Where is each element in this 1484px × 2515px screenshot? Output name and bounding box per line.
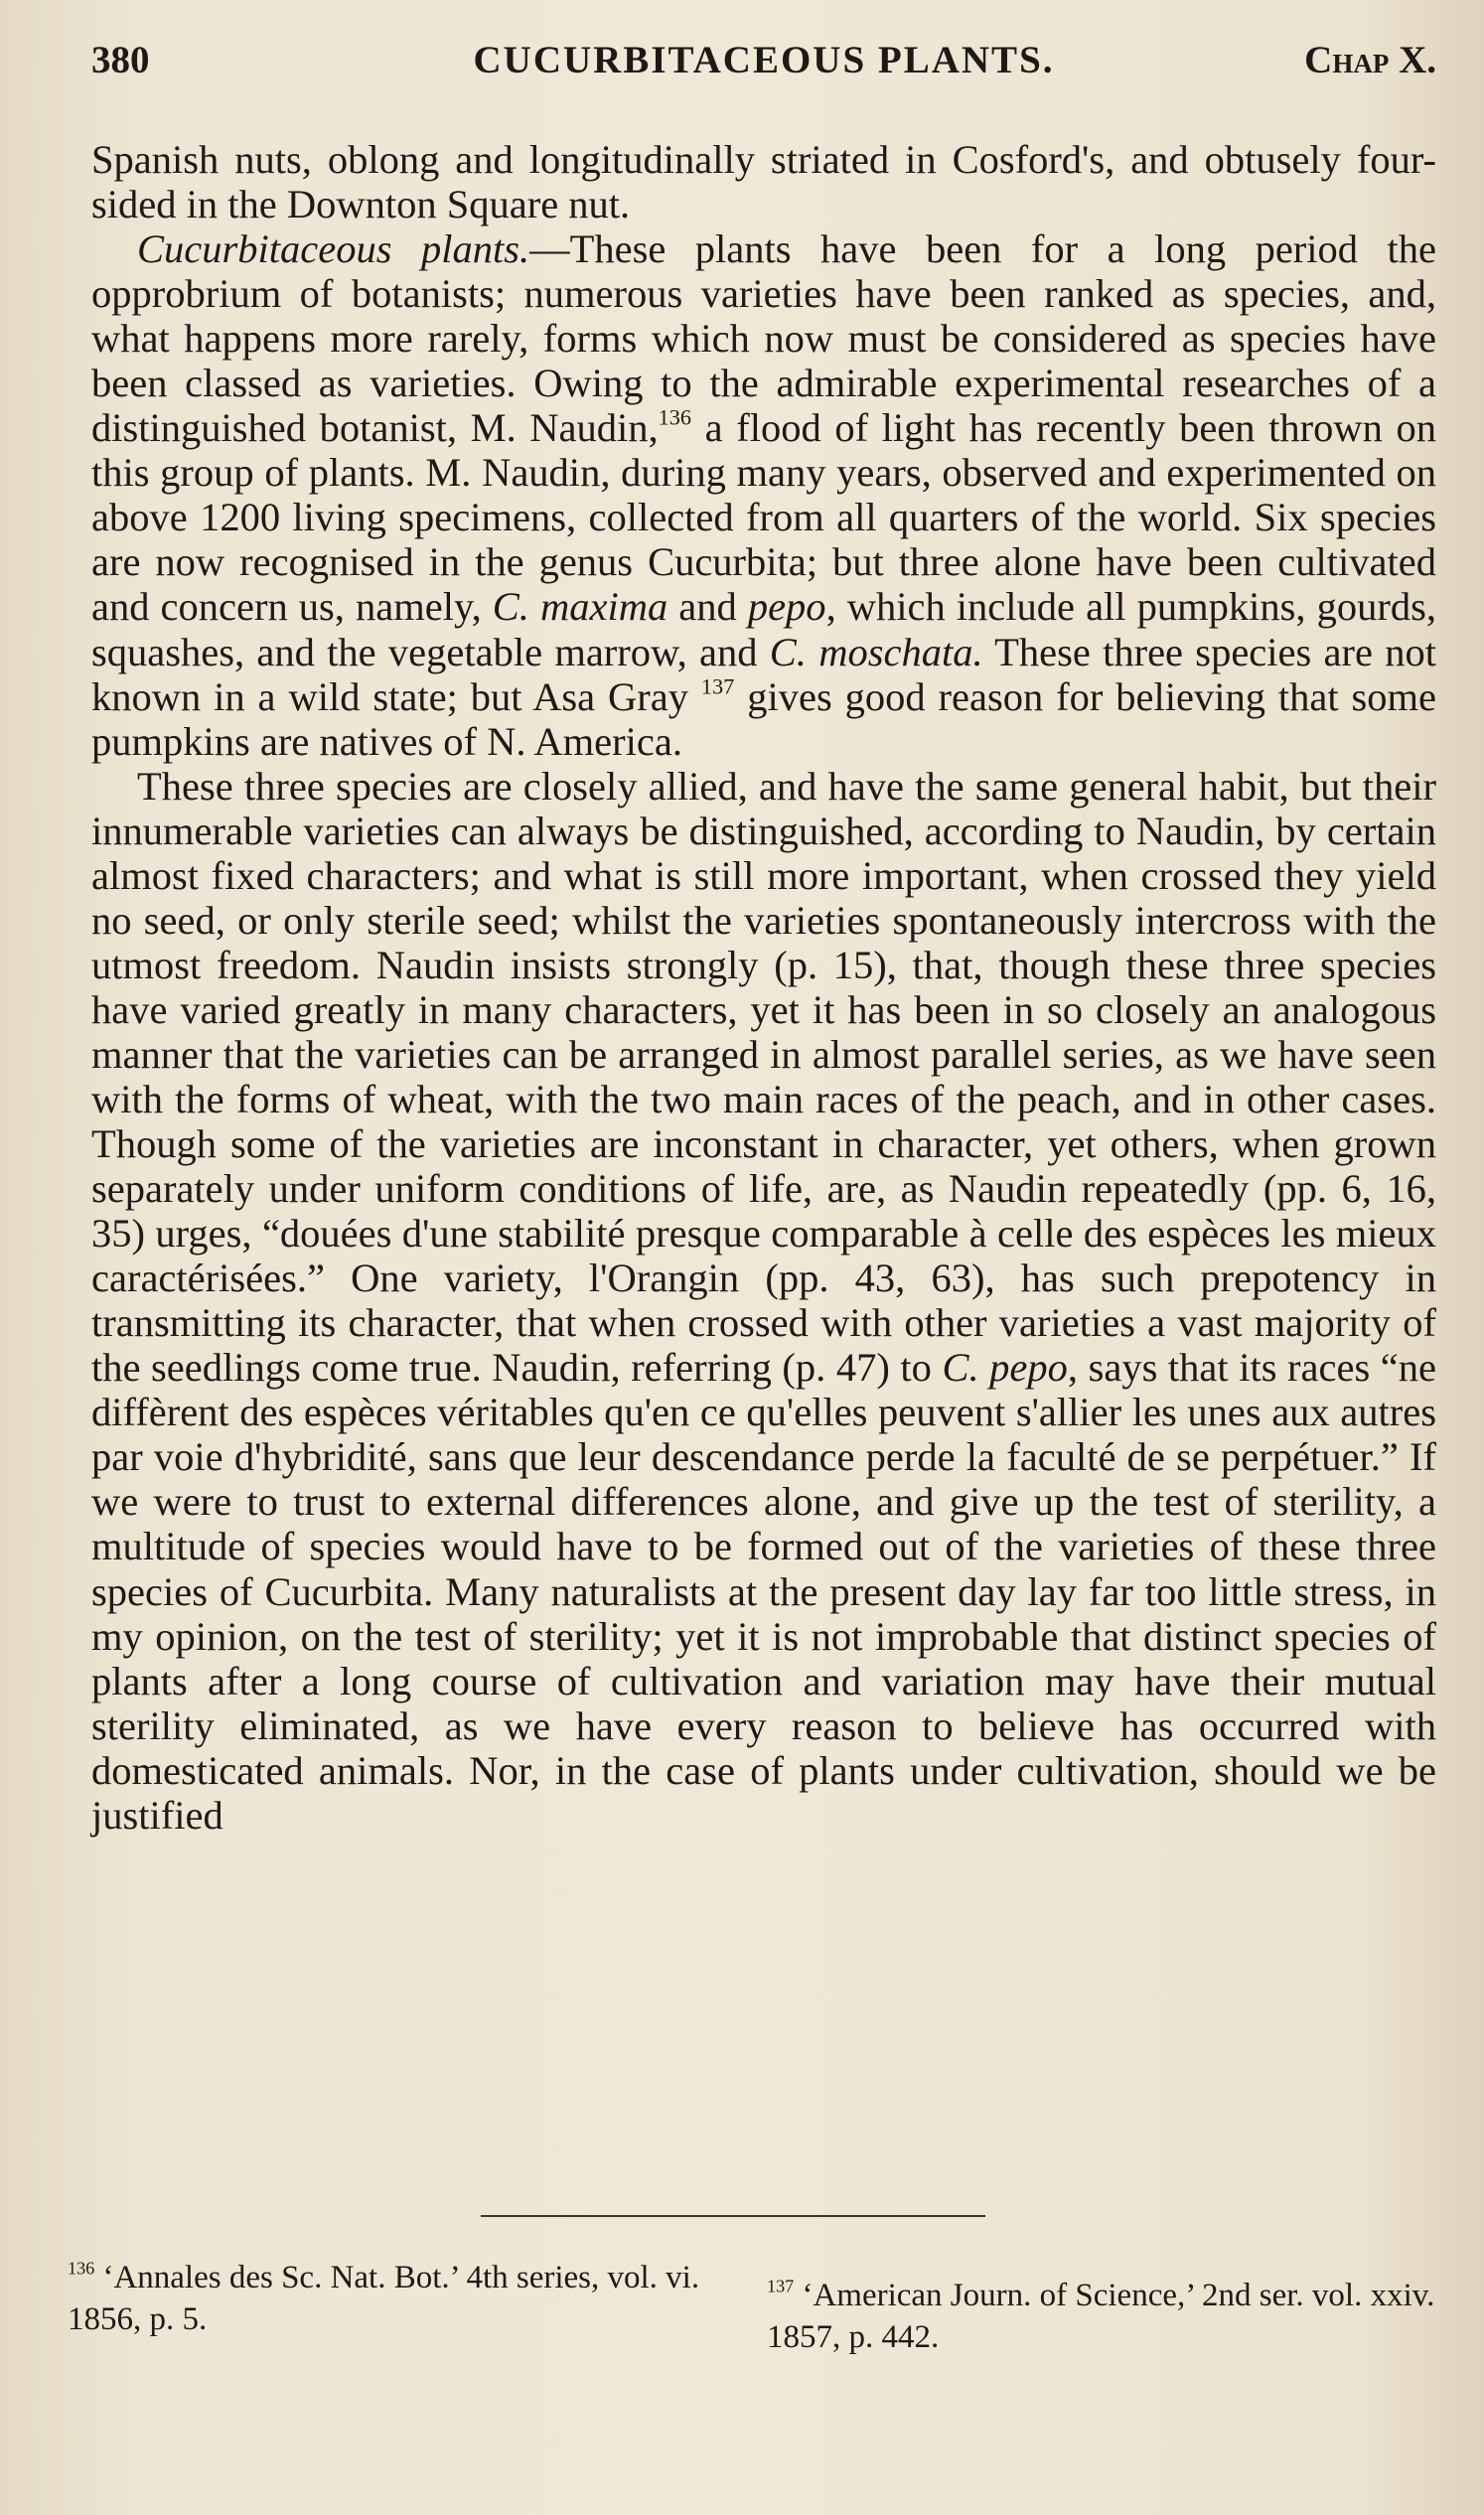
footnote-divider <box>481 2215 985 2217</box>
italic-text: C. maxima <box>492 584 668 630</box>
text-run: These three species are closely allied, and have the same general habit, but their innumerable varieties can always be distinguished, according to Naudin, by certain almost fixed characters; and what is still more important, when crossed they yield no seed, or only sterile seed; whilst the varieties spontaneously intercross with the utmost freedom. Naudin insists strongly (p. 15), that, though these three species have varied greatly in many characters, yet it has been in so closely an analogous manner that the varieties can be arranged in almost parallel series, as we have seen with the forms of wheat, with the two main races of the peach, and in other cases. Though some of the varieties are inconstant in character, yet others, when grown separately under uniform conditions of life, are, as Naudin repeatedly (pp. 6, 16, 35) urges, “douées d'une stabilité presque comparable à celle des espèces les mieux caractérisées.” One variety, l'Orangin (pp. 43, 63), has such prepotency in transmitting its character, that when crossed with other varieties a vast majority of the seedlings come true. Naudin, referring (p. 47) to <box>91 763 1436 1391</box>
text-run: These three species are not known in a wild state; but Asa Gray <box>91 629 1436 719</box>
text-run: a flood of light has recently been thrown on this group of plants. M. Naudin, during many years, observed and experimented on above 1200 living specimens, collected from all quarters of the world. Six species are now recognised in the genus Cucurbita; but three alone have been cultivated and concern us, namely, <box>91 405 1436 630</box>
text-run: , which include all pumpkins, gourds, squashes, and the vegetable marrow, and <box>91 584 1436 674</box>
footnote-reference: 136 <box>658 404 692 430</box>
footnote-number: 136 <box>68 2258 95 2279</box>
paragraph <box>91 764 1436 1838</box>
footnote-136 <box>68 2257 723 2340</box>
text-run: , says that its races “ne diffèrent des espèces véritables qu'en ce qu'elles peuvent s'allier les unes aux autres par voie d'hybridité, sans que leur descendance perde la faculté de se perpétuer.” If we were to trust to external differences alone, and give up the test of sterility, a multitude of species would have to be formed out of the varieties of these three species of Cucurbita. Many naturalists at the present day lay far too little stress, in my opinion, on the test of sterility; yet it is not improbable that distinct species of plants after a long course of cultivation and variation may have their mutual sterility eliminated, as we have every reason to believe has occurred with domesticated animals. Nor, in the case of plants under cultivation, should we be justified <box>91 1345 1436 1838</box>
page-header <box>91 38 1436 97</box>
footnote-137 <box>767 2275 1436 2358</box>
chapter-label: Chap X. <box>1304 39 1436 81</box>
running-title: CUCURBITACEOUS PLANTS. <box>473 39 1055 81</box>
footnote-text: ‘American Journ. of Science,’ 2nd ser. vol. xxiv. 1857, p. 442. <box>767 2278 1435 2355</box>
body-text <box>91 137 1436 1838</box>
italic-text: Cucurbitaceous plants. <box>137 226 530 272</box>
paragraph <box>91 137 1436 226</box>
text-run: —These plants have been for a long period the opprobrium of botanists; numerous varieties have been ranked as species, and, what happens more rarely, forms which now must be considered as species have been classed as varieties. Owing to the admirable experimental researches of a distinguished botanist, M. Naudin, <box>91 226 1437 451</box>
text-run: and <box>668 584 748 630</box>
page-number: 380 <box>91 39 150 81</box>
paragraph <box>91 226 1436 764</box>
footnote-number: 137 <box>767 2276 795 2296</box>
italic-text: pepo <box>747 584 826 630</box>
italic-text: C. pepo <box>942 1345 1068 1391</box>
italic-text: C. moschata. <box>769 629 983 674</box>
text-run: Spanish nuts, oblong and longitudinally striated in Cosford's, and obtusely four-sided in the Downton Square nut. <box>91 137 1436 227</box>
text-run: gives good reason for believing that some pumpkins are natives of N. America. <box>91 673 1436 764</box>
footnote-reference: 137 <box>700 672 735 698</box>
footnote-text: ‘Annales des Sc. Nat. Bot.’ 4th series, vol. vi. 1856, p. 5. <box>68 2260 700 2337</box>
